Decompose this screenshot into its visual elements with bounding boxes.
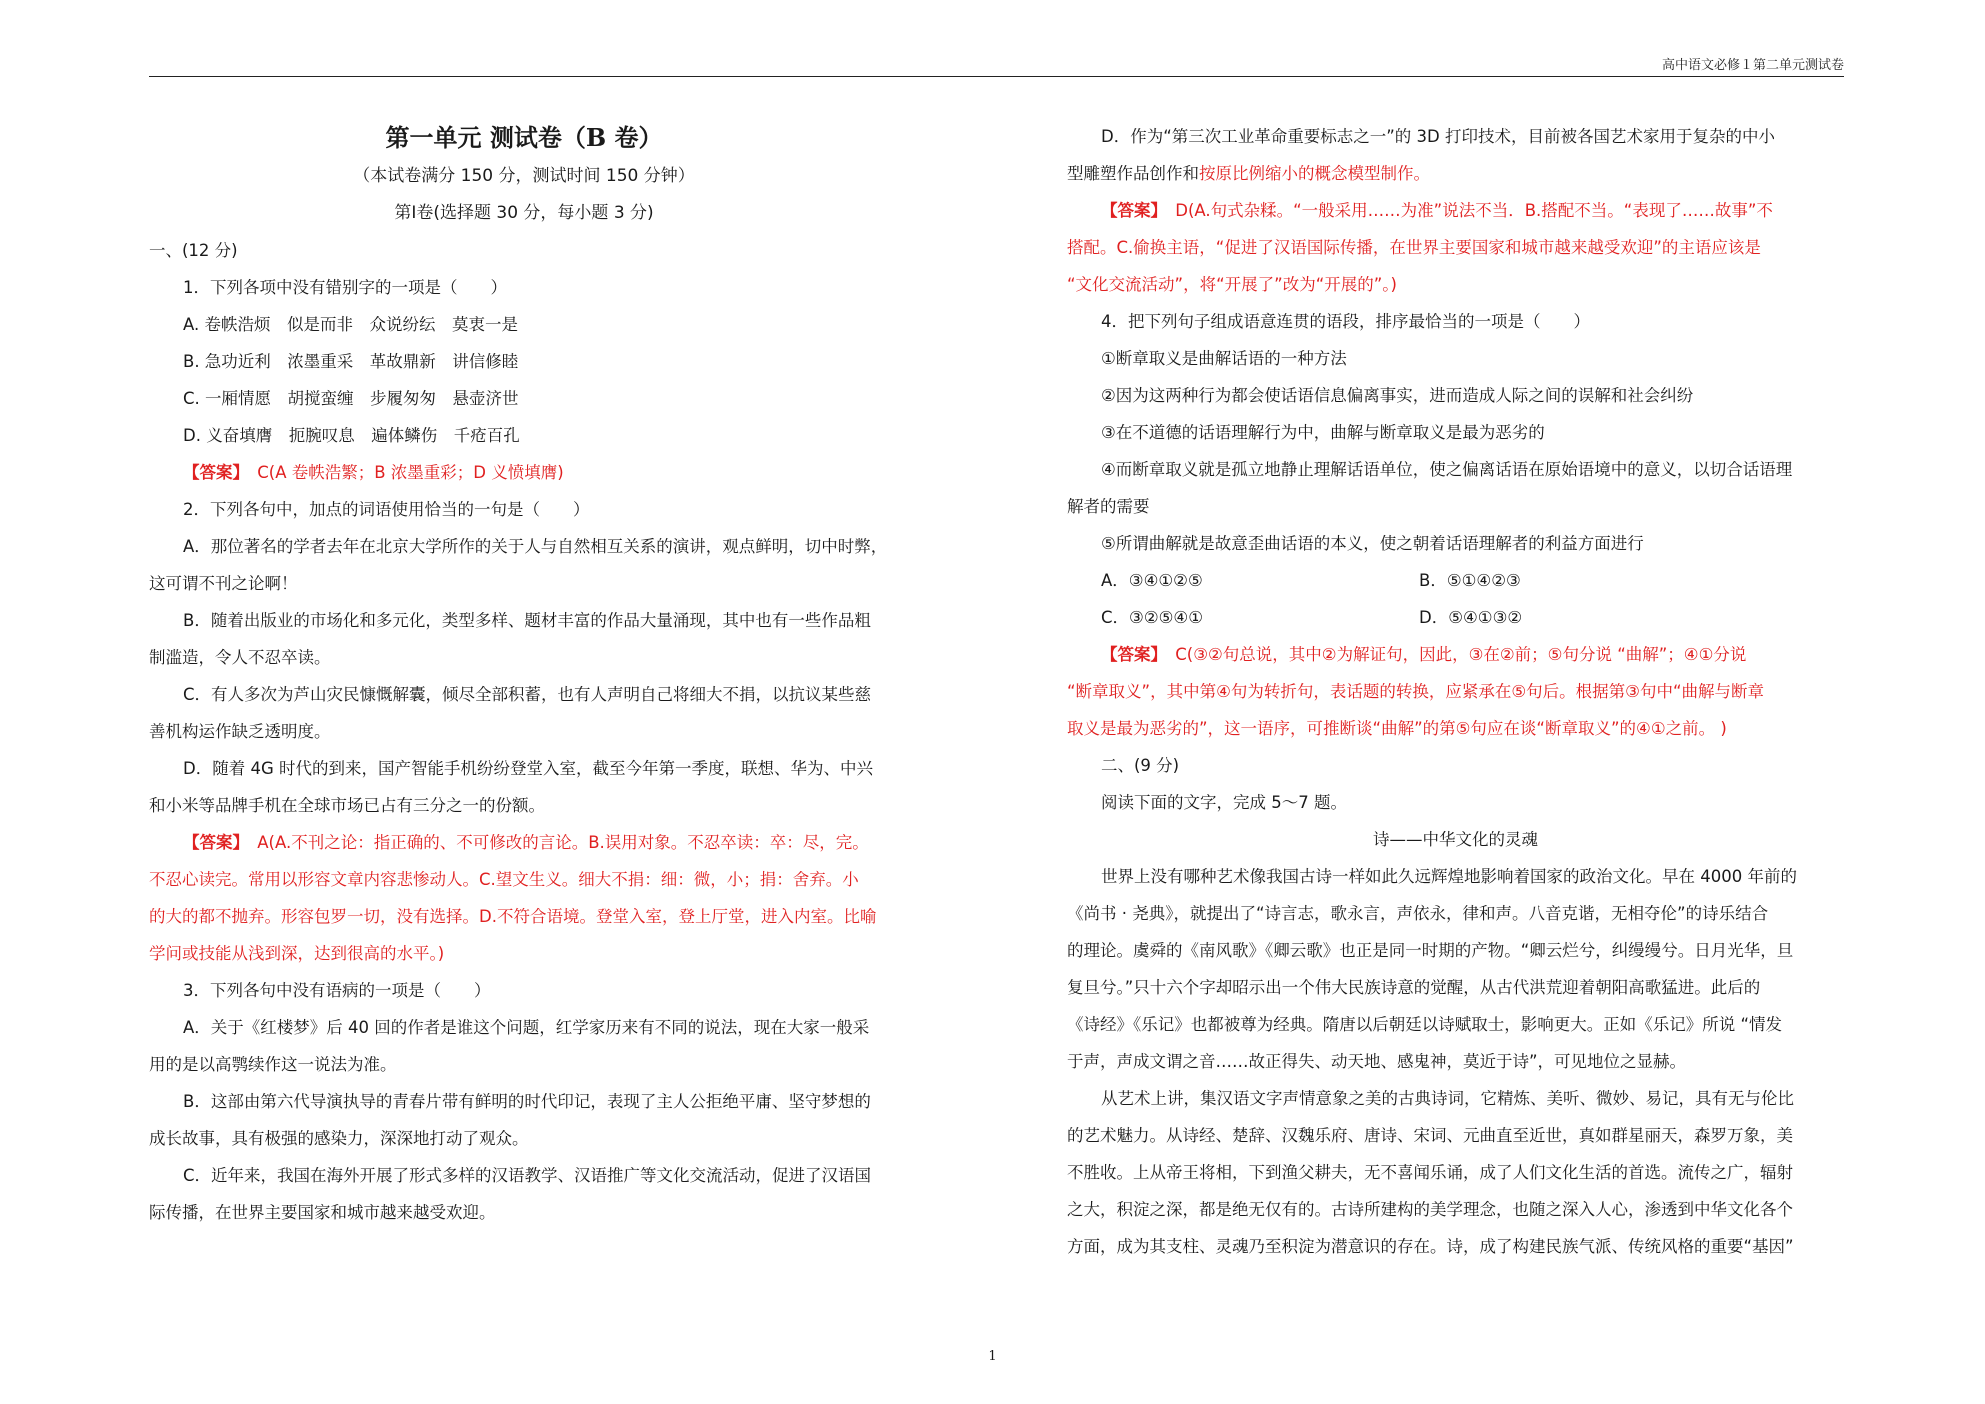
page-number: 1 xyxy=(988,1349,997,1364)
q2-option-c-cont: 善机构运作缺乏透明度。 xyxy=(149,722,331,741)
q4-sentence-1: ①断章取义是曲解话语的一种方法 xyxy=(1101,349,1347,368)
passage-p2-line: 方面，成为其支柱、灵魂乃至积淀为潜意识的存在。诗，成了构建民族气派、传统风格的重要“基因” xyxy=(1067,1237,1794,1256)
q4-answer: 【答案】 C(③②句总说，其中②为解证句，因此，③在②前；⑤句分说 “曲解”；④①分说 xyxy=(1101,645,1747,664)
q2-option-d-cont: 和小米等品牌手机在全球市场已占有三分之一的份额。 xyxy=(149,796,545,815)
q2-stem: 2．下列各句中，加点的词语使用恰当的一句是（ ） xyxy=(183,500,590,519)
q4-answer-line2: “断章取义”，其中第④句为转折句，表话题的转换，应紧承在⑤句后。根据第③句中“曲解与断章 xyxy=(1067,682,1765,701)
q2-option-a-cont: 这可谓不刊之论啊！ xyxy=(149,574,298,593)
passage-p2-line: 不胜收。上从帝王将相，下到渔父耕夫，无不喜闻乐诵，成了人们文化生活的首选。流传之广，辐射 xyxy=(1067,1163,1793,1182)
answer-label: 【答案】 xyxy=(1101,201,1159,220)
q2-answer: 【答案】 A(A.不刊之论：指正确的、不可修改的言论。B.误用对象。不忍卒读：卒：尽，完。 xyxy=(183,833,869,852)
q4-option-c: C．③②⑤④① xyxy=(1101,608,1203,627)
q1-option-d: D. 义奋填膺 扼腕叹息 遍体鳞伤 千疮百孔 xyxy=(183,426,520,445)
q2-option-a: A．那位著名的学者去年在北京大学所作的关于人与自然相互关系的演讲，观点鲜明，切中时弊， xyxy=(183,537,888,556)
q2-answer-line4: 学问或技能从浅到深，达到很高的水平。) xyxy=(149,944,445,963)
q4-sentence-3: ③在不道德的话语理解行为中，曲解与断章取义是最为恶劣的 xyxy=(1101,423,1545,442)
passage-p1-line: 复旦兮。”只十六个字却昭示出一个伟大民族诗意的觉醒，从古代洪荒迎着朝阳高歌猛进。此后的 xyxy=(1067,978,1761,997)
q2-option-d: D．随着 4G 时代的到来，国产智能手机纷纷登堂入室，截至今年第一季度，联想、华为、中兴 xyxy=(183,759,873,778)
q3-stem: 3．下列各句中没有语病的一项是（ ） xyxy=(183,981,491,1000)
q1-stem: 1．下列各项中没有错别字的一项是（ ） xyxy=(183,278,507,297)
q4-sentence-5: ⑤所谓曲解就是故意歪曲话语的本义，使之朝着话语理解者的利益方面进行 xyxy=(1101,534,1644,553)
q3-option-a-cont: 用的是以高鹗续作这一说法为准。 xyxy=(149,1055,397,1074)
passage-p2-line: 之大，积淀之深，都是绝无仅有的。古诗所建构的美学理念，也随之深入人心，渗透到中华文化各个 xyxy=(1067,1200,1793,1219)
right-column xyxy=(1067,118,1844,1265)
q4-sentence-2: ②因为这两种行为都会使话语信息偏离事实，进而造成人际之间的误解和社会纠纷 xyxy=(1101,386,1694,405)
passage-title: 诗——中华文化的灵魂 xyxy=(1373,830,1538,849)
q4-answer-line3: 取义是最为恶劣的”，这一语序，可推断谈“曲解”的第⑤句应在谈“断章取义”的④①之前。 ) xyxy=(1067,719,1727,738)
q2-option-c: C．有人多次为芦山灾民慷慨解囊，倾尽全部积蓄，也有人声明自己将细大不捐，以抗议某些慈 xyxy=(183,685,872,704)
passage-p2-line: 从艺术上讲，集汉语文字声情意象之美的古典诗词，它精炼、美听、微妙、易记，具有无与伦比 xyxy=(1101,1089,1794,1108)
q1-option-a: A. 卷帙浩烦 似是而非 众说纷纭 莫衷一是 xyxy=(183,315,518,334)
q3-option-d: D．作为“第三次工业革命重要标志之一”的 3D 打印技术，目前被各国艺术家用于复杂的中小 xyxy=(1101,127,1775,146)
q2-option-b: B．随着出版业的市场化和多元化，类型多样、题材丰富的作品大量涌现，其中也有一些作品粗 xyxy=(183,611,871,630)
q2-answer-line3: 的大的都不抛弃。形容包罗一切，没有选择。D.不符合语境。登堂入室，登上厅堂，进入内室。比喻 xyxy=(149,907,877,926)
header-rule xyxy=(149,76,1844,77)
q3-answer: 【答案】 D(A.句式杂糅。“一般采用……为准”说法不当．B.搭配不当。“表现了……故事”不 xyxy=(1101,201,1773,220)
answer-label: 【答案】 xyxy=(183,463,241,482)
exam-subtitle-part1: 第Ⅰ卷(选择题 30 分，每小题 3 分) xyxy=(394,203,654,223)
q4-option-b: B．⑤①④②③ xyxy=(1419,571,1521,590)
q2-answer-line2: 不忍心读完。常用以形容文章内容悲惨动人。C.望文生义。细大不捐：细：微，小；捐：舍弃。小 xyxy=(149,870,859,889)
q3-answer-line2: 搭配。C.偷换主语，“促进了汉语国际传播，在世界主要国家和城市越来越受欢迎”的主语应该是 xyxy=(1067,238,1761,257)
q4-stem: 4．把下列句子组成语意连贯的语段，排序最恰当的一项是（ ） xyxy=(1101,312,1590,331)
passage-p1-line: 于声，声成文谓之音……故正得失、动天地、感鬼神，莫近于诗”，可见地位之显赫。 xyxy=(1067,1052,1687,1071)
passage-p1-line: 的理论。虞舜的《南风歌》《卿云歌》也正是同一时期的产物。“卿云烂兮，纠缦缦兮。日月光华，旦 xyxy=(1067,941,1794,960)
q1-option-b: B. 急功近利 浓墨重采 革故鼎新 讲信修睦 xyxy=(183,352,519,371)
section-heading-1: 一、(12 分) xyxy=(149,241,238,260)
q4-option-d: D．⑤④①③② xyxy=(1419,608,1523,627)
q2-option-b-cont: 制滥造，令人不忍卒读。 xyxy=(149,648,331,667)
passage-p1-line: 世界上没有哪种艺术像我国古诗一样如此久远辉煌地影响着国家的政治文化。早在 4000 年前的 xyxy=(1101,867,1797,886)
passage-p1-line: 《诗经》《乐记》也都被尊为经典。隋唐以后朝廷以诗赋取士，影响更大。正如《乐记》所说 “情发 xyxy=(1067,1015,1783,1034)
exam-subtitle-score: （本试卷满分 150 分，测试时间 150 分钟） xyxy=(353,166,695,186)
q4-sentence-4: ④而断章取义就是孤立地静止理解话语单位，使之偏离话语在原始语境中的意义，以切合话语理 xyxy=(1101,460,1793,479)
q3-option-a: A．关于《红楼梦》后 40 回的作者是谁这个问题，红学家历来有不同的说法，现在大家一般采 xyxy=(183,1018,870,1037)
answer-label: 【答案】 xyxy=(183,833,241,852)
exam-title: 第一单元 测试卷（B 卷） xyxy=(385,123,663,152)
passage-p1-line: 《尚书 · 尧典》，就提出了“诗言志，歌永言，声依永，律和声。八音克谐，无相夺伦”的诗乐结合 xyxy=(1067,904,1769,923)
q1-answer: 【答案】 C(A 卷帙浩繁；B 浓墨重彩；D 义愤填膺) xyxy=(183,463,564,482)
q4-options-row-2 xyxy=(1067,599,1844,636)
q4-sentence-4-cont: 解者的需要 xyxy=(1067,497,1150,516)
q4-options-row-1 xyxy=(1067,562,1844,599)
passage-p2-line: 的艺术魅力。从诗经、楚辞、汉魏乐府、唐诗、宋词、元曲直至近世，真如群星丽天，森罗万象，美 xyxy=(1067,1126,1793,1145)
running-header: 高中语文必修１第二单元测试卷 xyxy=(1661,58,1844,73)
q3-option-b-cont: 成长故事，具有极强的感染力，深深地打动了观众。 xyxy=(149,1129,529,1148)
q3-option-d-cont: 型雕塑作品创作和按原比例缩小的概念模型制作。 xyxy=(1067,164,1430,183)
q1-option-c: C. 一厢情愿 胡搅蛮缠 步履匆匆 悬壶济世 xyxy=(183,389,519,408)
left-column xyxy=(149,118,929,1231)
q3-option-c-cont: 际传播，在世界主要国家和城市越来越受欢迎。 xyxy=(149,1203,496,1222)
q3-option-c: C．近年来，我国在海外开展了形式多样的汉语教学、汉语推广等文化交流活动，促进了汉语国 xyxy=(183,1166,872,1185)
section-heading-2: 二、(9 分) xyxy=(1101,756,1180,775)
reading-instruction: 阅读下面的文字，完成 5～7 题。 xyxy=(1101,793,1347,812)
q3-option-b: B．这部由第六代导演执导的青春片带有鲜明的时代印记，表现了主人公拒绝平庸、坚守梦想的 xyxy=(183,1092,871,1111)
answer-label: 【答案】 xyxy=(1101,645,1159,664)
q3-answer-line3: “文化交流活动”，将“开展了”改为“开展的”。) xyxy=(1067,275,1397,294)
q4-option-a: A．③④①②⑤ xyxy=(1101,571,1203,590)
